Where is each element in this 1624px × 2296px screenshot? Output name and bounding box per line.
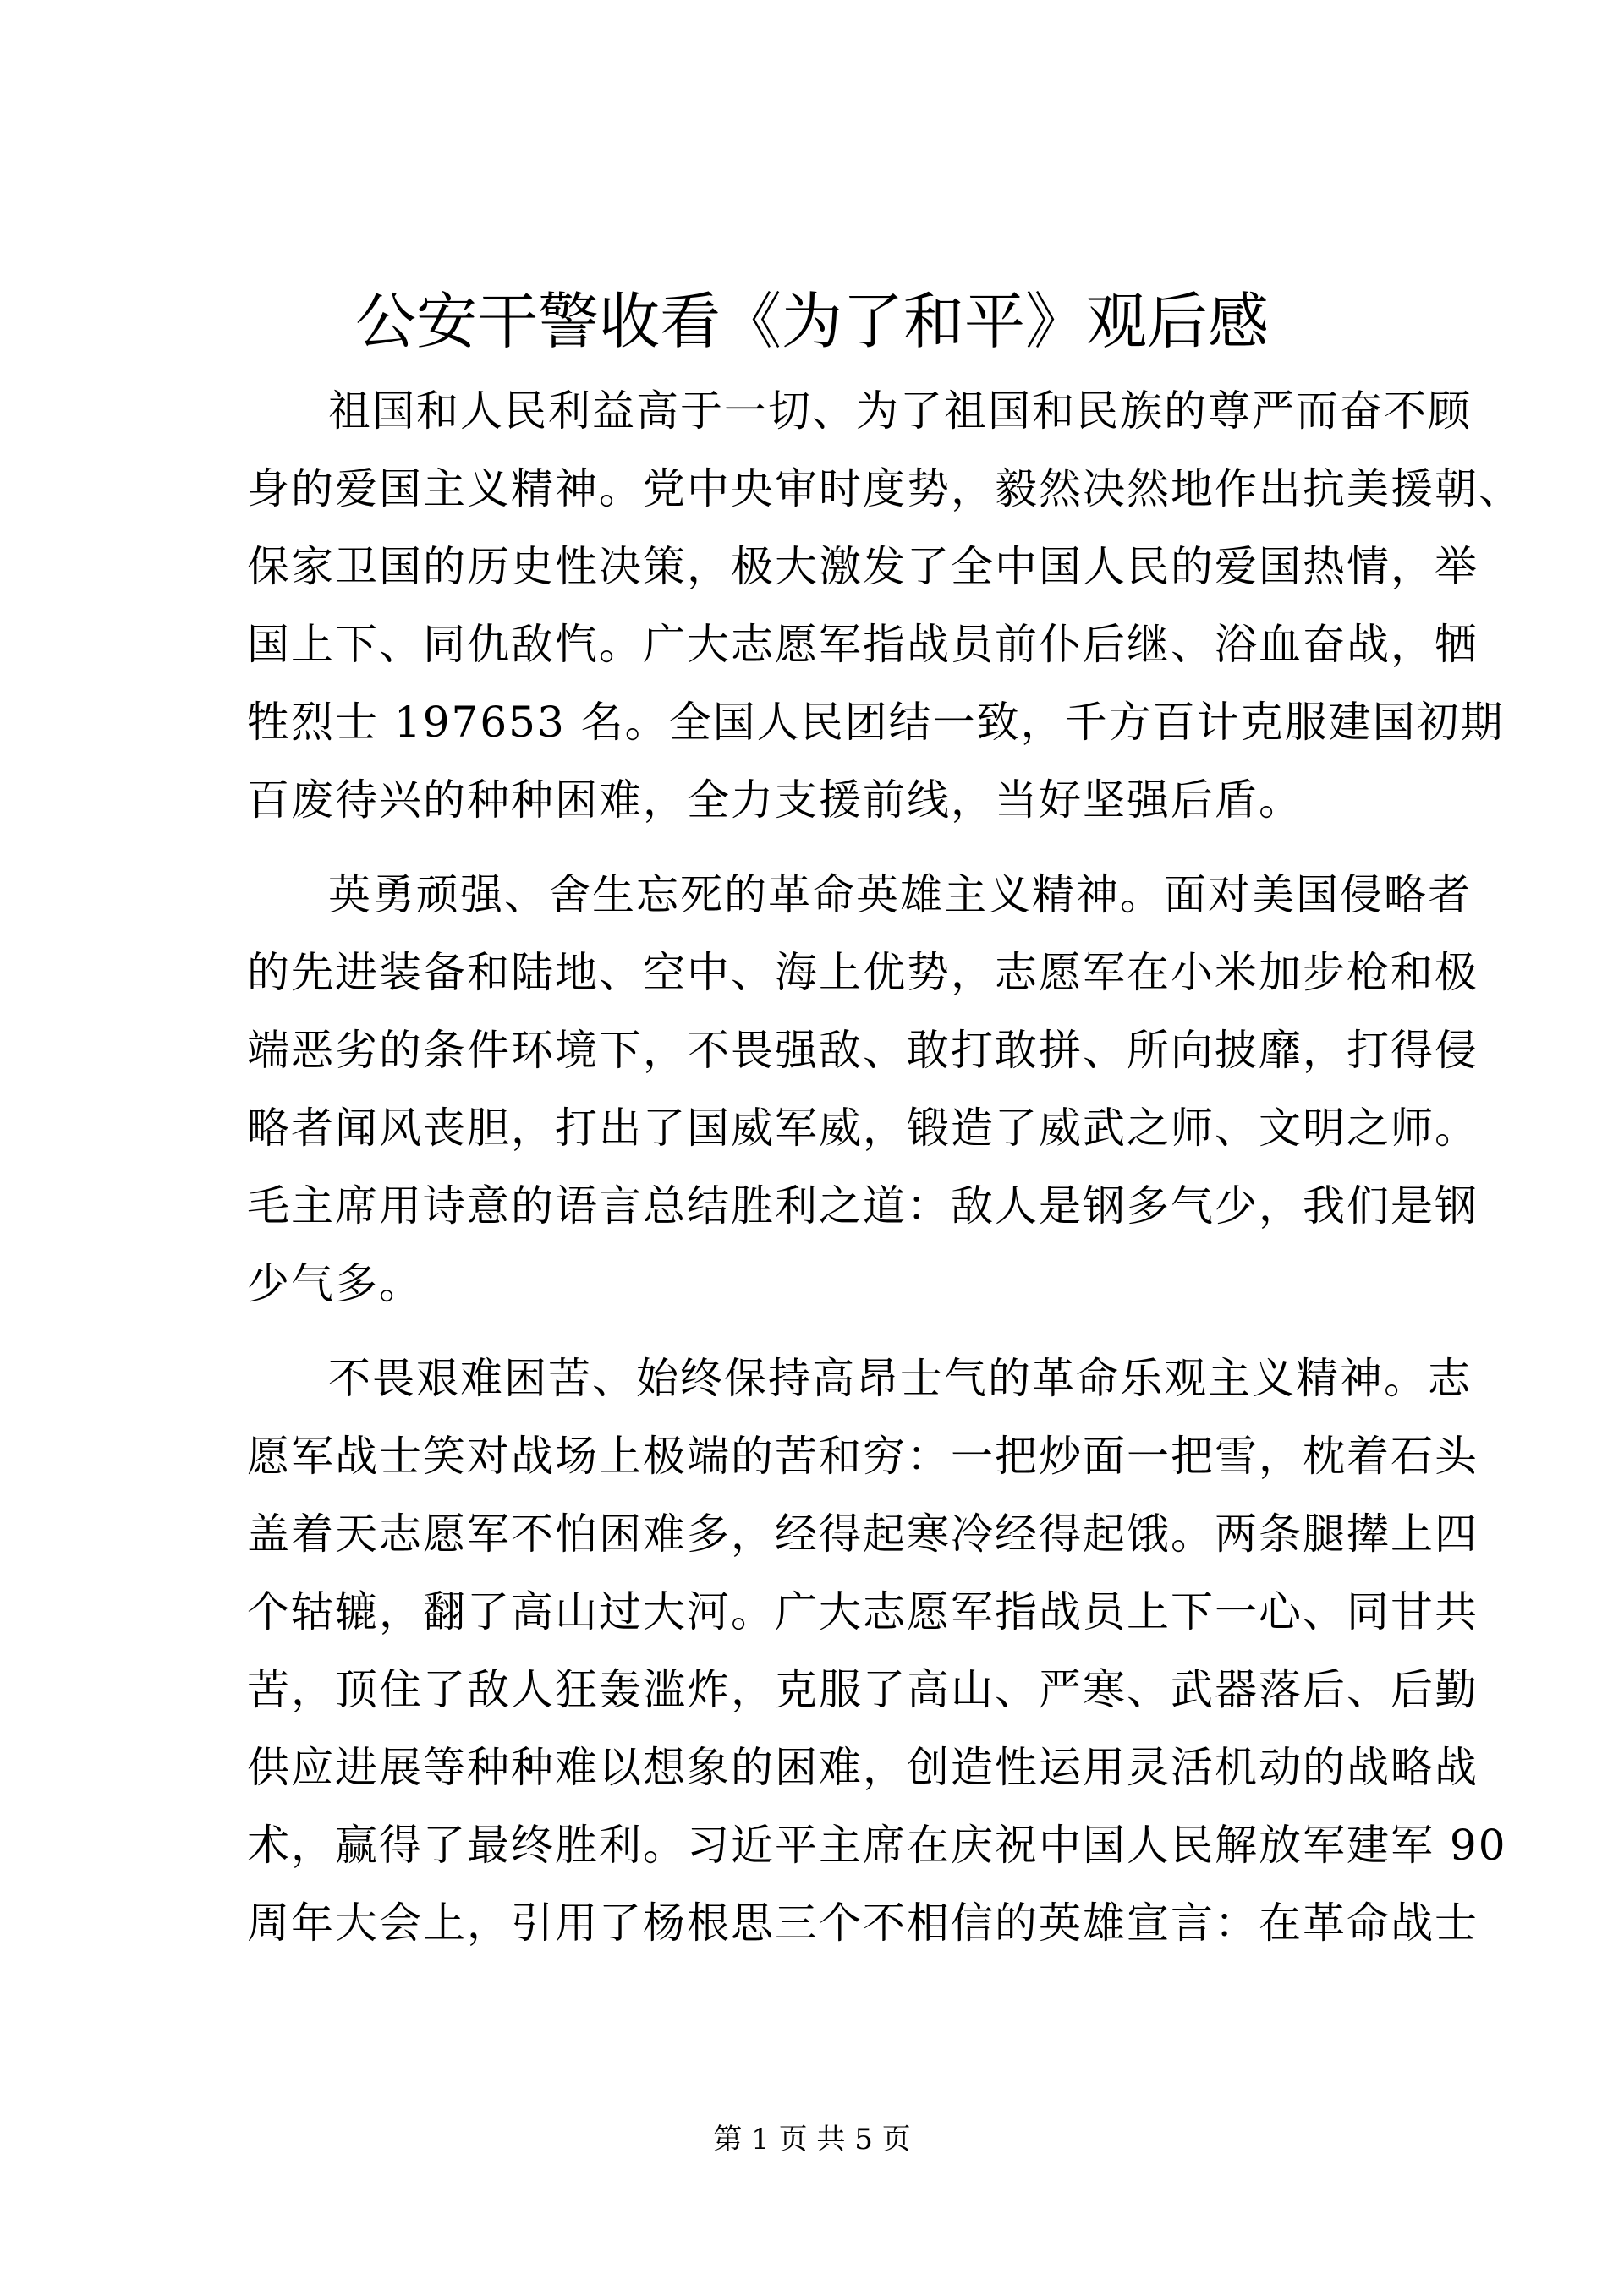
text-line: 的先进装备和陆地、空中、海上优势，志愿军在小米加步枪和极 (247, 948, 1479, 997)
text-line: 不畏艰难困苦、始终保持高昂士气的革命乐观主义精神。志 (328, 1354, 1472, 1403)
text-line: 愿军战士笑对战场上极端的苦和穷：一把炒面一把雪，枕着石头 (247, 1432, 1479, 1481)
paragraph (247, 856, 1479, 1323)
text-line: 身的爱国主义精神。党中央审时度势，毅然决然地作出抗美援朝、 (247, 464, 1522, 513)
text-line: 供应进展等种种难以想象的困难，创造性运用灵活机动的战略战 (247, 1743, 1479, 1792)
paragraph (247, 1340, 1507, 1962)
text-line: 百废待兴的种种困难，全力支援前线，当好坚强后盾。 (247, 775, 1303, 825)
text-line: 祖国和人民利益高于一切、为了祖国和民族的尊严而奋不顾 (328, 386, 1472, 436)
text-line: 周年大会上，引用了杨根思三个不相信的英雄宣言：在革命战士 (247, 1899, 1479, 1948)
page-footer: 第 1 页 共 5 页 (713, 2123, 911, 2156)
text-line: 保家卫国的历史性决策，极大激发了全中国人民的爱国热情，举 (247, 542, 1479, 591)
text-line: 牲烈士 197653 名。全国人民团结一致，千方百计克服建国初期 (247, 698, 1505, 747)
document-title: 公安干警收看《为了和平》观后感 (354, 286, 1269, 357)
text-line: 英勇顽强、舍生忘死的革命英雄主义精神。面对美国侵略者 (328, 870, 1472, 919)
paragraph (247, 372, 1522, 839)
text-line: 个轱辘，翻了高山过大河。广大志愿军指战员上下一心、同甘共 (247, 1587, 1479, 1636)
text-line: 术，赢得了最终胜利。习近平主席在庆祝中国人民解放军建军 90 (247, 1821, 1507, 1870)
text-line: 少气多。 (247, 1259, 423, 1308)
text-line: 略者闻风丧胆，打出了国威军威，锻造了威武之师、文明之师。 (247, 1104, 1479, 1153)
text-line: 端恶劣的条件环境下，不畏强敌、敢打敢拼、所向披靡，打得侵 (247, 1026, 1479, 1075)
text-line: 毛主席用诗意的语言总结胜利之道：敌人是钢多气少，我们是钢 (247, 1181, 1479, 1230)
text-line: 盖着天志愿军不怕困难多，经得起寒冷经得起饿。两条腿撵上四 (247, 1510, 1479, 1559)
document-body (247, 372, 1522, 1962)
text-line: 苦，顶住了敌人狂轰滥炸，克服了高山、严寒、武器落后、后勤 (247, 1665, 1479, 1714)
text-line: 国上下、同仇敌忾。广大志愿军指战员前仆后继、浴血奋战，牺 (247, 620, 1479, 669)
